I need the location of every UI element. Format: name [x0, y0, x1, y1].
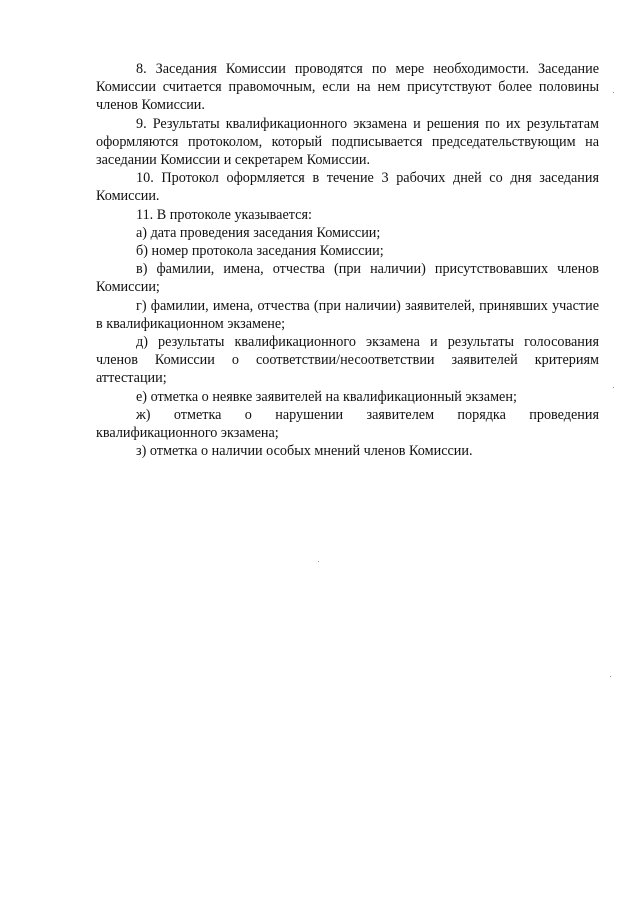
list-item-d: д) результаты квалификационного экзамена и результаты голосования членов Комиссии о соответствии/несоответствии заявителей критериям аттестации;: [96, 334, 599, 387]
list-item-a: а) дата проведения заседания Комиссии;: [136, 224, 381, 241]
list-item-g: г) фамилии, имена, отчества (при наличии) заявителей, принявших участие в квалификационном экзамене;: [96, 297, 599, 332]
document-body: [96, 60, 599, 460]
list-item-v: в) фамилии, имена, отчества (при наличии) присутствовавших членов Комиссии;: [96, 261, 599, 296]
paragraph-8: 8. Заседания Комиссии проводятся по мере необходимости. Заседание Комиссии считается правомочным, если на нем присутствуют более половины членов Комиссии.: [96, 61, 599, 114]
paragraph-9: 9. Результаты квалификационного экзамена и решения по их результатам оформляются протоколом, который подписывается председательствующим на заседании Комиссии и секретарем Комиссии.: [96, 115, 599, 169]
paragraph-10: 10. Протокол оформляется в течение 3 рабочих дней со дня заседания Комиссии.: [96, 170, 599, 205]
scan-speck: [318, 561, 319, 562]
scan-speck: [610, 676, 611, 677]
list-item-zh: ж) отметка о нарушении заявителем порядка проведения квалификационного экзамена;: [96, 406, 599, 442]
list-item-b: б) номер протокола заседания Комиссии;: [136, 243, 384, 260]
scan-speck: [613, 92, 614, 93]
paragraph-11: 11. В протоколе указывается:: [136, 206, 312, 223]
list-item-e: е) отметка о неявке заявителей на квалификационный экзамен;: [136, 388, 517, 405]
scan-speck: [613, 387, 614, 388]
list-item-z: з) отметка о наличии особых мнений членов Комиссии.: [136, 443, 473, 460]
